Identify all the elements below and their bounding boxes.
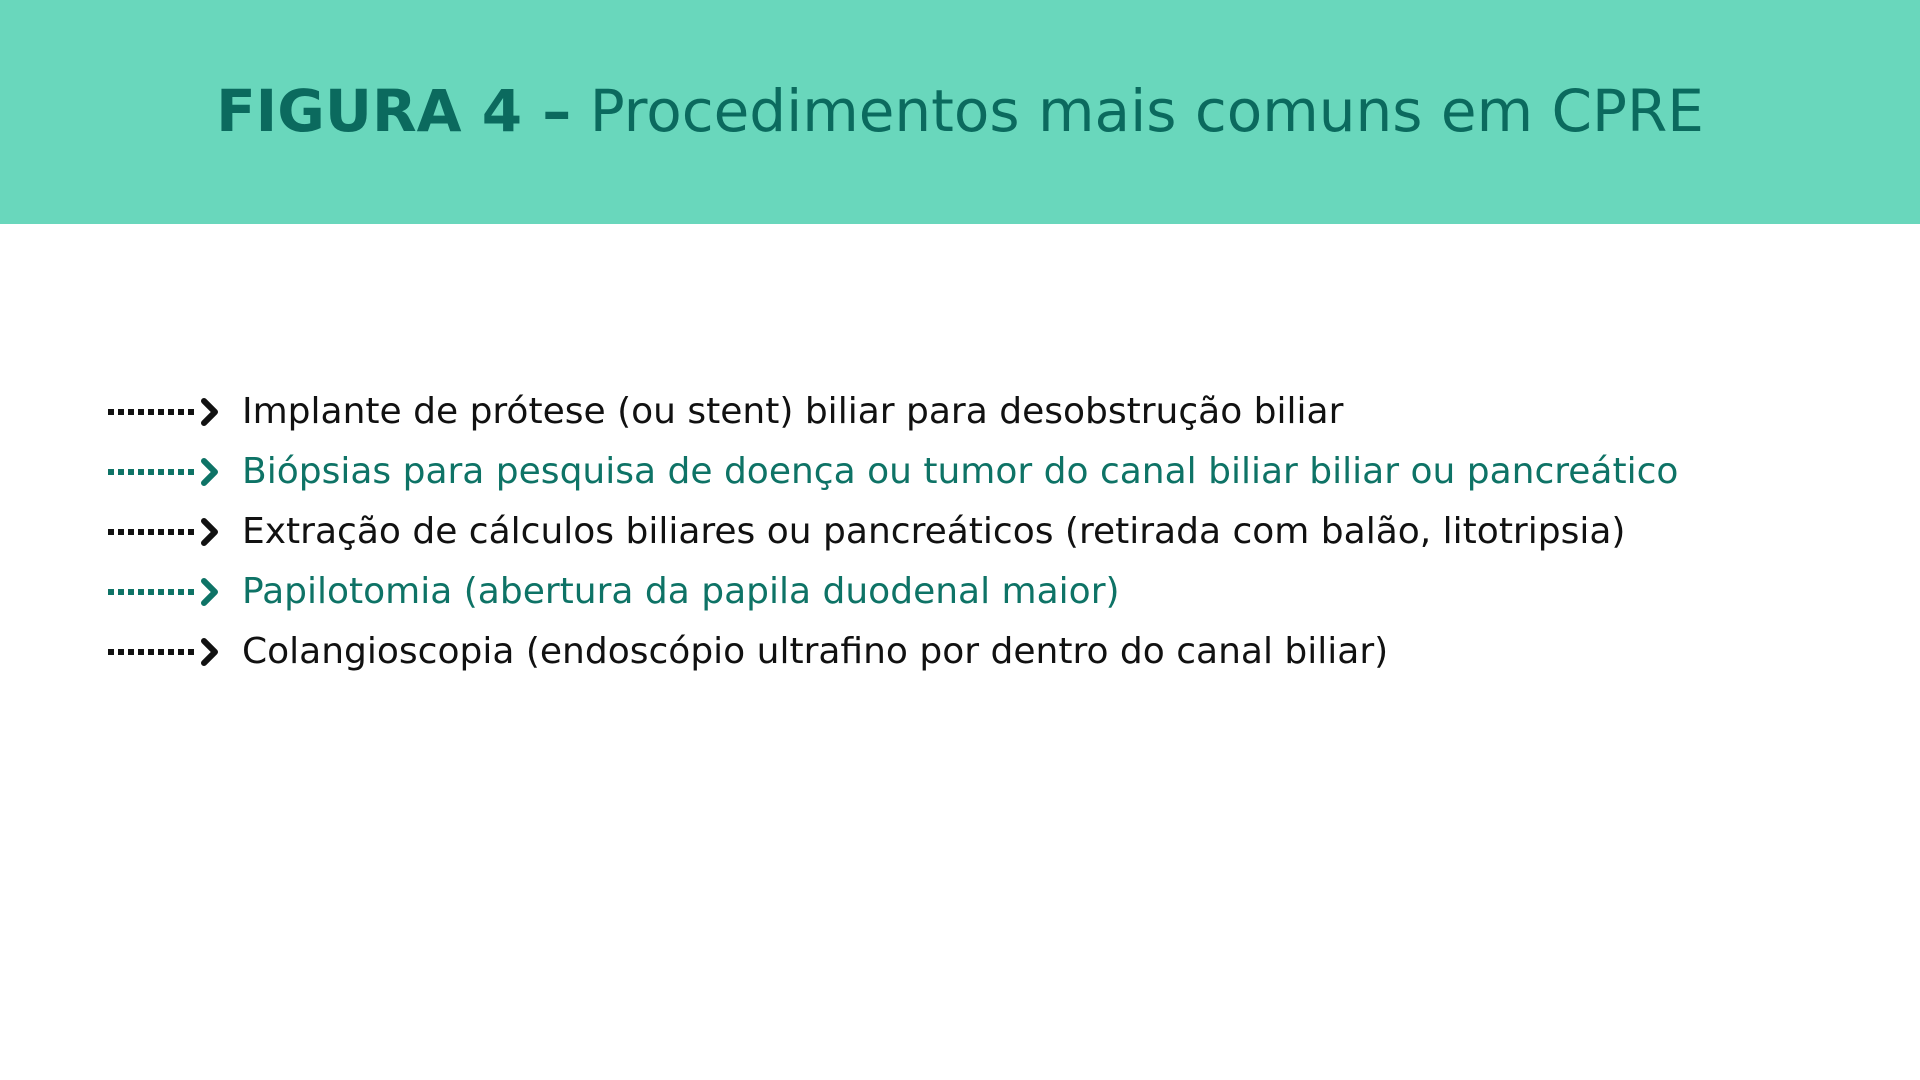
title-figure-number: FIGURA 4 – <box>216 77 572 145</box>
list-item <box>106 442 1886 502</box>
dotted-arrow-icon <box>106 515 222 549</box>
procedure-list <box>106 382 1886 682</box>
list-item <box>106 562 1886 622</box>
list-item <box>106 502 1886 562</box>
list-item-label: Implante de prótese (ou stent) biliar para desobstrução biliar <box>242 391 1344 432</box>
dotted-arrow-icon <box>106 635 222 669</box>
page-title <box>0 72 1920 150</box>
list-item-label: Colangioscopia (endoscópio ultrafino por dentro do canal biliar) <box>242 631 1389 672</box>
title-banner <box>0 0 1920 224</box>
list-item-label: Biópsias para pesquisa de doença ou tumor do canal biliar biliar ou pancreático <box>242 451 1679 492</box>
list-item-label: Extração de cálculos biliares ou pancreáticos (retirada com balão, litotripsia) <box>242 511 1626 552</box>
dotted-arrow-icon <box>106 575 222 609</box>
list-item-label: Papilotomia (abertura da papila duodenal maior) <box>242 571 1120 612</box>
list-item <box>106 622 1886 682</box>
dotted-arrow-icon <box>106 455 222 489</box>
title-text: Procedimentos mais comuns em CPRE <box>589 77 1704 145</box>
dotted-arrow-icon <box>106 395 222 429</box>
list-item <box>106 382 1886 442</box>
